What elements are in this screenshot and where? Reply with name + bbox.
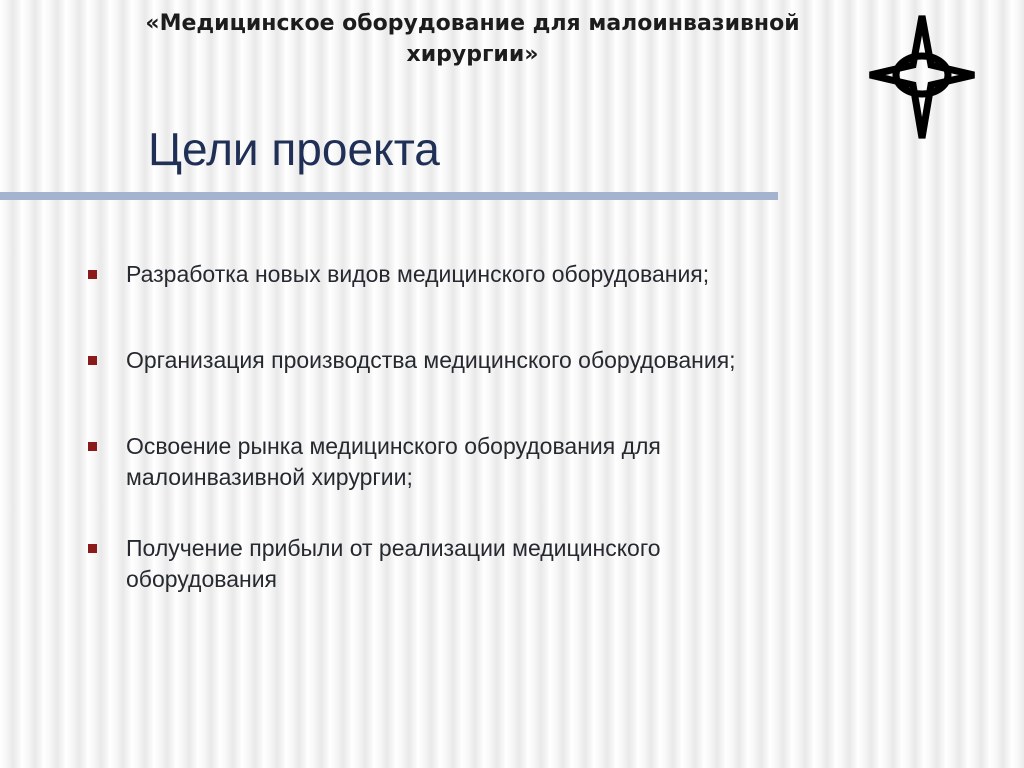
bullet-text: Организация производства медицинского оборудования;: [126, 347, 736, 373]
header-title: [40, 8, 905, 70]
square-bullet-icon: [88, 544, 97, 553]
four-pointed-star-with-circle-icon: [862, 14, 982, 140]
bullet-text-line-1: Получение прибыли от реализации медицинского: [126, 535, 661, 561]
bullet-text-line-2: малоинвазивной хирургии;: [126, 464, 413, 490]
bullet-text: Разработка новых видов медицинского оборудования;: [126, 261, 710, 287]
header-title-line-1: «Медицинское оборудование для малоинвазивной: [145, 11, 800, 36]
title-divider: [0, 192, 778, 200]
square-bullet-icon: [88, 442, 97, 451]
page-title: Цели проекта: [148, 123, 440, 175]
header-title-line-2: хирургии»: [406, 42, 539, 67]
bullet-text: [126, 431, 846, 493]
square-bullet-icon: [88, 356, 97, 365]
bullet-text-line-1: Освоение рынка медицинского оборудования для: [126, 433, 661, 459]
bullet-text: [126, 533, 846, 595]
bullet-text-line-2: оборудования: [126, 566, 277, 592]
square-bullet-icon: [88, 270, 97, 279]
